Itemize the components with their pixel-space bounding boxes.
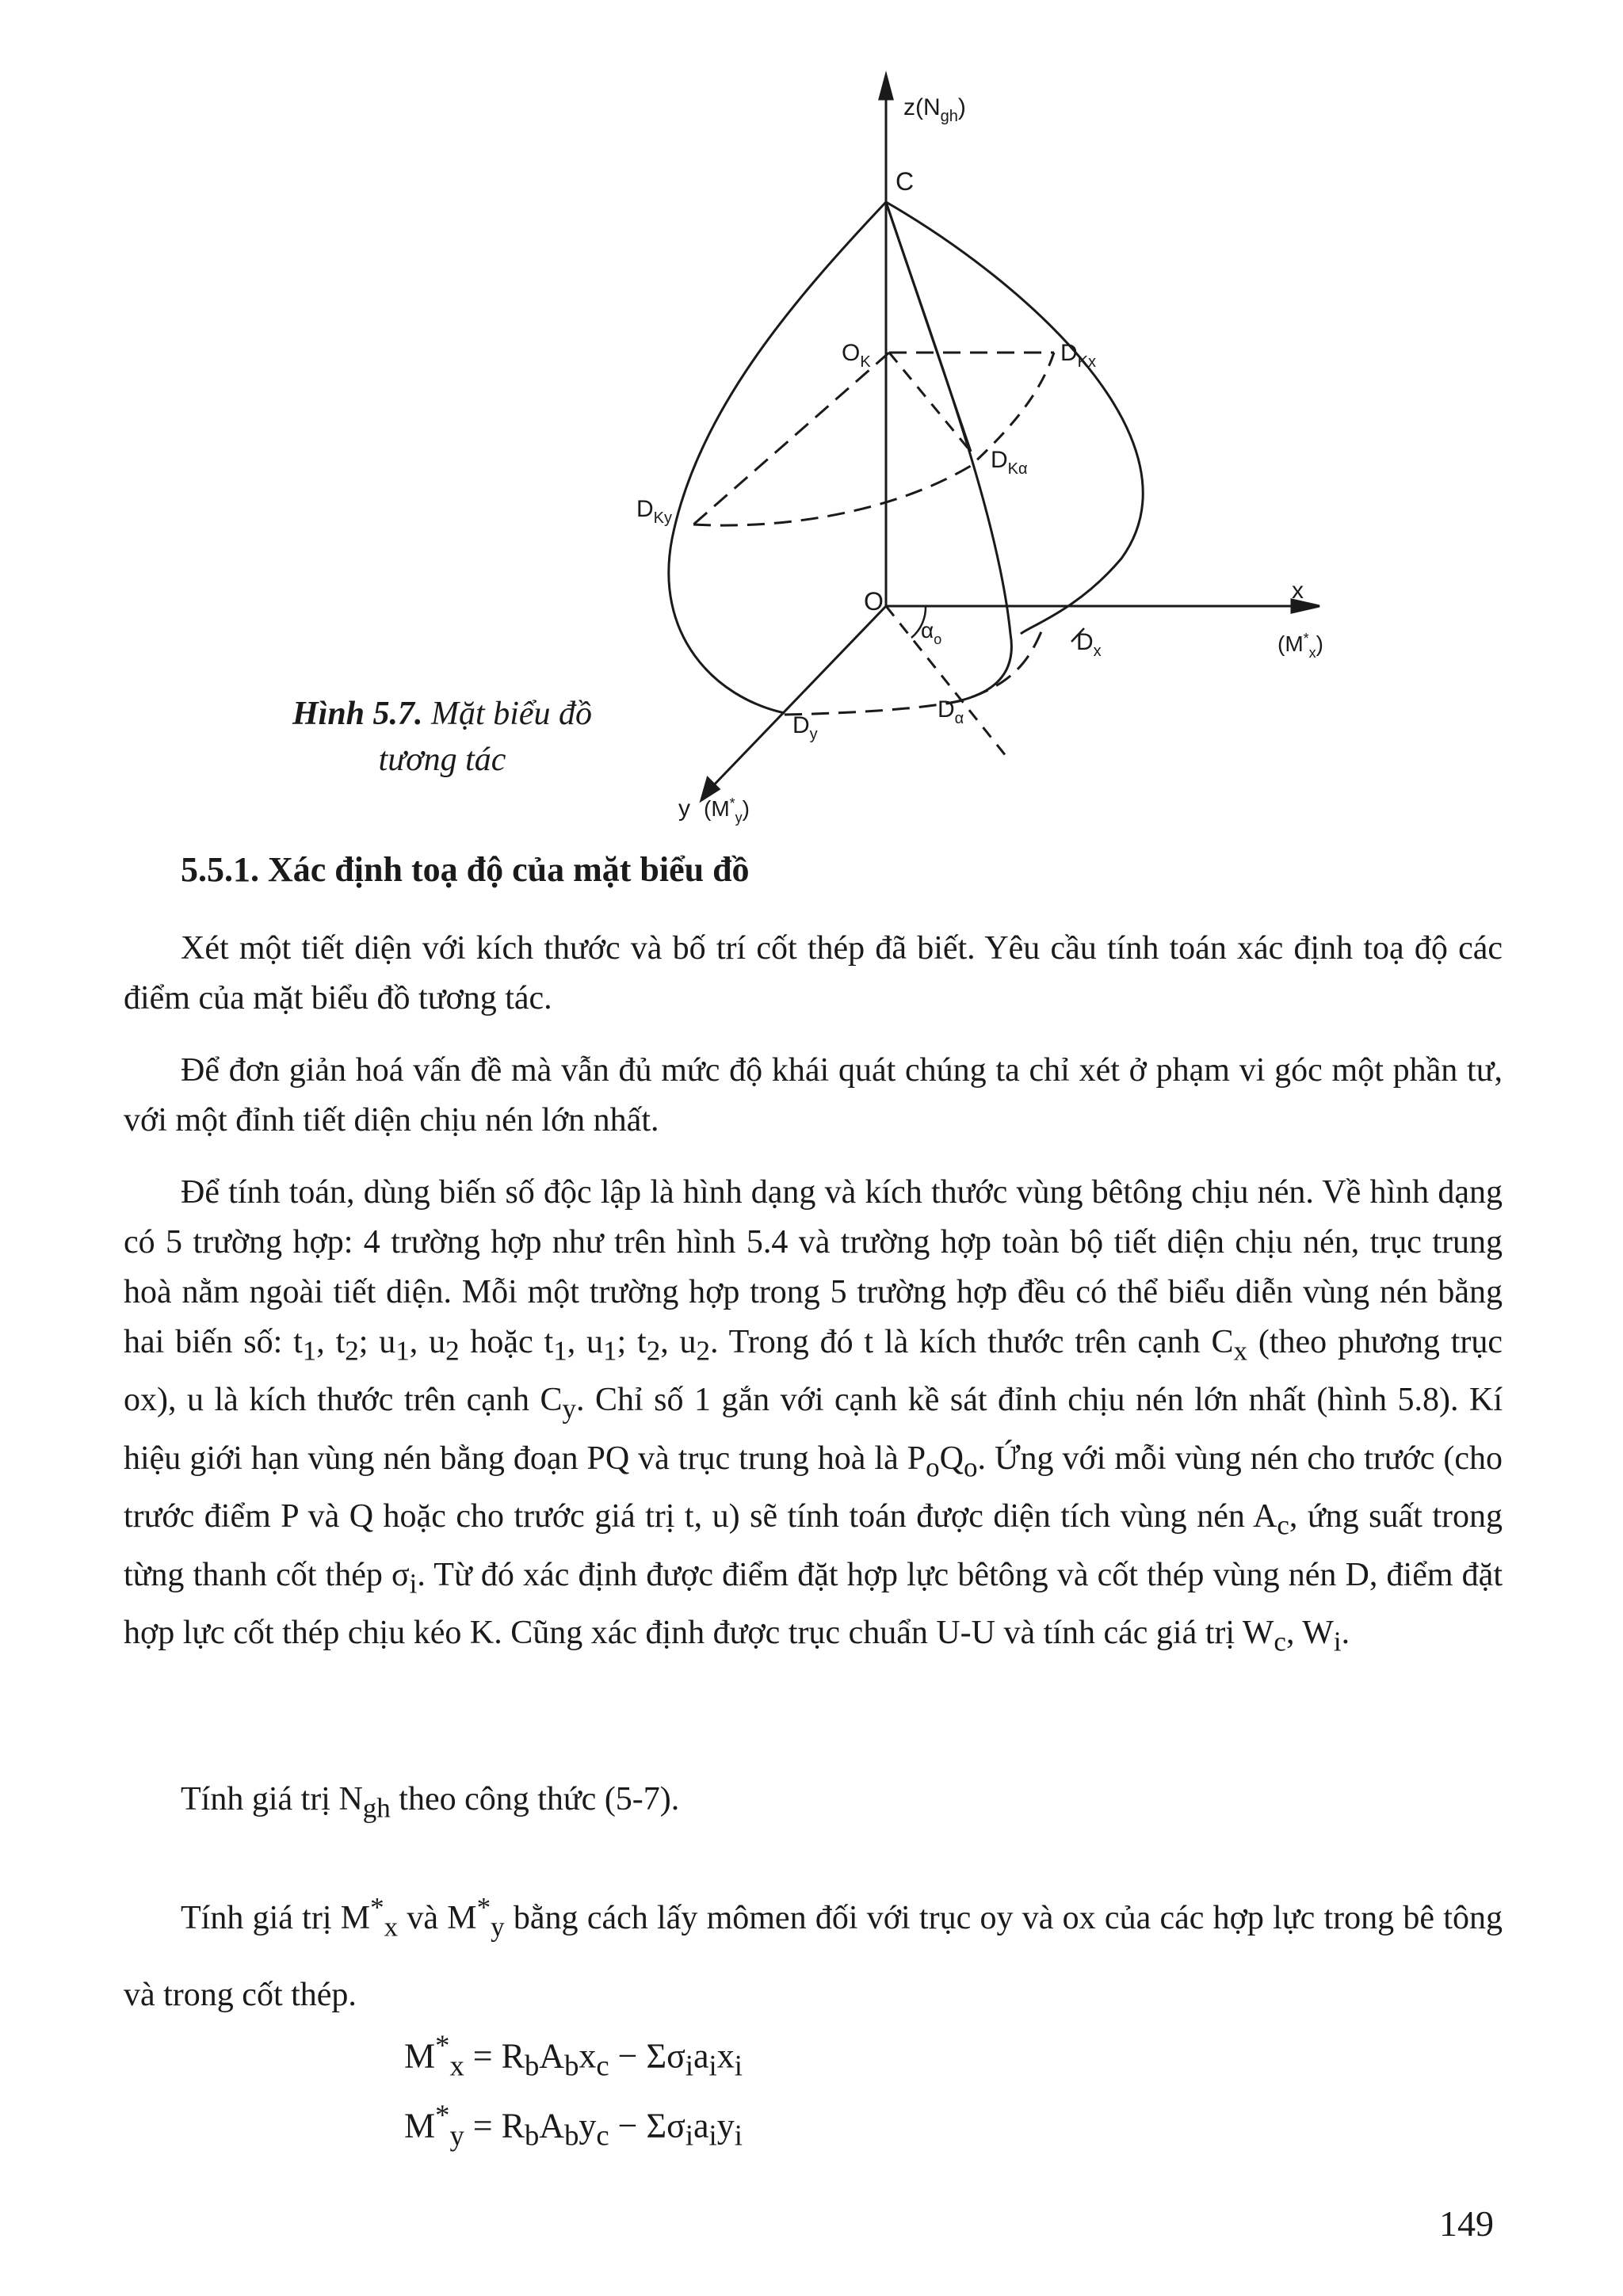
paragraph-2: Để đơn giản hoá vấn đề mà vẫn đủ mức độ khái quát chúng ta chỉ xét ở phạm vi góc một phần tư, với một đỉnh tiết diện chịu nén lớn nhất. xyxy=(124,1052,1503,1138)
alpha-direction-dashed xyxy=(886,606,1006,757)
meridian-x-curve xyxy=(886,202,1143,634)
dkx-dkalpha-dashed xyxy=(971,353,1054,466)
c-to-dkalpha-line xyxy=(886,202,971,452)
point-dky-label: $D_{Ky}$ xyxy=(636,496,673,527)
mx-axis-label: $(M^*_x)$ xyxy=(1277,631,1323,661)
formula-mx: $M^*_x = R_bA_bx_c - \Sigma\sigma_ia_ix_i$ xyxy=(404,2029,743,2082)
page-number: 149 xyxy=(1439,2203,1494,2244)
paragraph-4: Tính giá trị $N_{gh}$ theo công thức (5-7). xyxy=(181,1781,680,1824)
z-axis-label: $z(N_{gh})$ xyxy=(903,94,966,125)
paragraph-1: Xét một tiết diện với kích thước và bố trí cốt thép đã biết. Yêu cầu tính toán xác định toạ độ các điểm của mặt biểu đồ tương tác. xyxy=(124,930,1503,1016)
paragraph-3: Để tính toán, dùng biến số độc lập là hình dạng và kích thước vùng bêtông chịu nén. Về hình dạng có 5 trường hợp: 4 trường hợp như trên hình 5.4 và trường hợp toàn bộ tiết diện chịu nén, trục trung hoà nằm ngoài tiết diện. Mỗi một trường hợp trong 5 trường hợp đều có thể biểu diễn vùng nén bằng hai biến số: $t_1$, $t_2$; $u_1$, $u_2$ hoặc $t_1$, $u_1$; $t_2$, $u_2$. Trong đó t là kích thước trên cạnh $C_x$ (theo phương trục ox), u là kích thước trên cạnh $C_y$. Chỉ số 1 gắn với cạnh kề sát đỉnh chịu nén lớn nhất (hình 5.8). Kí hiệu giới hạn vùng nén bằng đoạn PQ và trục trung hoà là $P_oQ_o$. Ứng với mỗi vùng nén cho trước (cho trước điểm P và Q hoặc cho trước giá trị t, u) sẽ tính toán được diện tích vùng nén $A_c$, ứng suất trong từng thanh cốt thép $\sigma_i$. Từ đó xác định được điểm đặt hợp lực bêtông và cốt thép vùng nén D, điểm đặt hợp lực cốt thép chịu kéo K. Cũng xác định được trục chuẩn U-U và tính các giá trị $W_c$, $W_i$. xyxy=(124,1174,1503,1657)
ok-dkalpha-dashed xyxy=(889,353,971,452)
formula-my: $M^*_y = R_bA_by_c - \Sigma\sigma_ia_iy_i$ xyxy=(404,2099,743,2152)
figure-caption-text-2: tương tác xyxy=(378,742,506,778)
ok-dky-dashed xyxy=(693,353,889,524)
y-axis-line xyxy=(707,606,886,792)
point-c-label: C xyxy=(896,167,915,196)
meridian-y-curve xyxy=(669,202,886,713)
point-dkx-label: $D_{Kx}$ xyxy=(1060,340,1097,371)
my-axis-label: $(M^*_y)$ xyxy=(704,795,750,826)
paragraph-5: Tính giá trị $M^*_x$ và $M^*_y$ bằng cách lấy mômen đối với trục oy và ox của các hợp lực trong bê tông và trong cốt thép. xyxy=(124,1892,1503,2014)
point-dkalpha-label: $D_{K\alpha}$ xyxy=(991,447,1028,478)
section-title: Xác định toạ độ của mặt biểu đồ xyxy=(268,850,750,889)
figure-caption-label: Hình 5.7. xyxy=(292,696,423,732)
z-axis-arrow xyxy=(880,75,892,99)
dky-dkalpha-dashed xyxy=(693,466,971,525)
figure-caption-text-1: Mặt biểu đồ xyxy=(431,696,593,732)
section-heading xyxy=(181,849,750,890)
point-dalpha-label: $D_\alpha$ xyxy=(938,696,964,727)
alpha-angle-label: $\alpha_o$ xyxy=(921,618,942,647)
point-o-label: O xyxy=(864,587,884,616)
figure-caption xyxy=(244,691,640,783)
point-dy-label: $D_y$ xyxy=(792,712,818,743)
x-axis-label: x xyxy=(1292,578,1304,604)
y-axis-label: y xyxy=(678,795,690,822)
point-dx-label: $D_x$ xyxy=(1076,629,1102,660)
point-ok-label: $O_K$ xyxy=(842,340,871,371)
section-number: 5.5.1. xyxy=(181,850,259,889)
